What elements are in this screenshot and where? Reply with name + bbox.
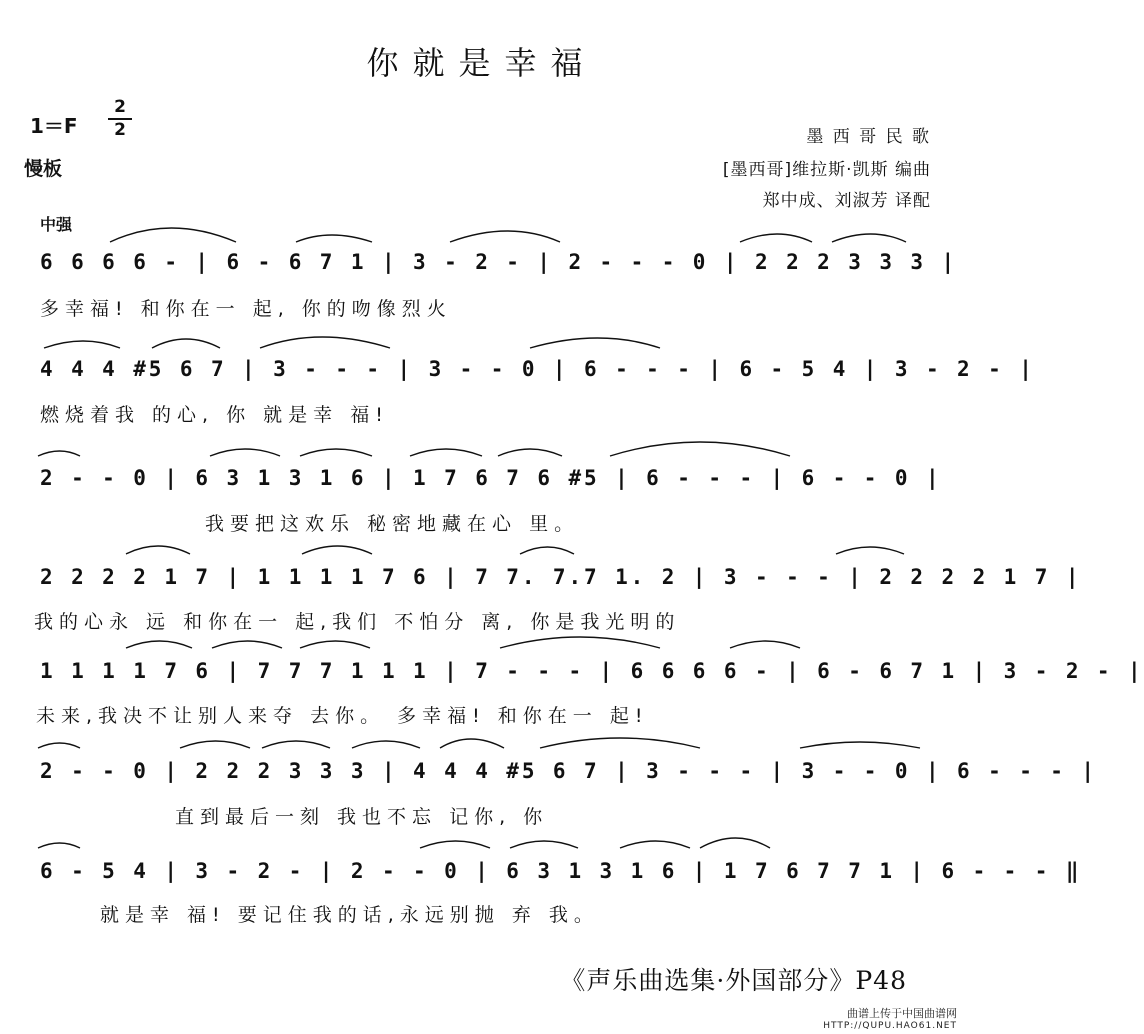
watermark-line-2: HTTP://QUPU.HAO61.NET — [823, 1021, 957, 1031]
slur — [110, 228, 236, 242]
triplet-arc — [210, 449, 280, 456]
triplet-arc — [440, 739, 504, 748]
key-signature: 1＝F — [30, 114, 78, 138]
tempo-marking: 慢板 — [24, 158, 63, 180]
credit-translators: 郑中成、刘淑芳 译配 — [762, 191, 931, 211]
system-6-lyrics: 直到最后一刻 我也不忘 记你, 你 — [175, 806, 549, 828]
slur — [520, 547, 574, 554]
system-3-lyrics: 我要把这欢乐 秘密地藏在心 里。 — [205, 513, 580, 535]
system-2-notes: 4 4 4 #5 6 7 | 3 - - - | 3 - - 0 | 6 - - - | 6 - 5 4 | 3 - 2 - | — [40, 357, 1035, 381]
slur — [260, 337, 390, 348]
triplet-arc — [700, 838, 770, 848]
slur — [540, 738, 700, 748]
triplet-arc — [740, 234, 812, 242]
triplet-arc — [510, 841, 578, 848]
system-7-lyrics: 就是幸 福! 要记住我的话,永远别抛 弃 我。 — [100, 904, 599, 926]
slur — [450, 231, 560, 242]
source-citation: 《声乐曲选集·外国部分》P48 — [560, 966, 907, 995]
system-2-lyrics: 燃烧着我 的心, 你 就是幸 福! — [40, 404, 389, 426]
slur — [800, 742, 920, 748]
triplet-arc — [302, 546, 372, 554]
system-7-notes: 6 - 5 4 | 3 - 2 - | 2 - - 0 | 6 3 1 3 1 6 | 1 7 6 7 7 1 | 6 - - - ‖ — [40, 859, 1082, 883]
system-1-notes: 6 6 6 6 - | 6 - 6 7 1 | 3 - 2 - | 2 - - - 0 | 2 2 2 3 3 3 | — [40, 250, 958, 274]
slur — [38, 743, 80, 748]
time-signature-bottom: 2 — [114, 120, 126, 140]
song-title: 你就是幸福 — [366, 44, 597, 82]
triplet-arc — [410, 449, 482, 456]
system-1-lyrics: 多幸福! 和你在一 起, 你的吻像烈火 — [40, 298, 452, 320]
triplet-arc — [296, 235, 372, 242]
triplet-arc — [498, 449, 562, 456]
watermark-line-1: 曲谱上传于中国曲谱网 — [847, 1007, 957, 1020]
watermark — [823, 1008, 957, 1032]
slur — [530, 338, 660, 348]
triplet-arc — [730, 641, 800, 648]
triplet-arc — [620, 841, 690, 848]
triplet-arc — [126, 546, 190, 554]
dynamics-marking: 中强 — [40, 215, 73, 234]
triplet-arc — [152, 339, 220, 348]
slur — [38, 843, 80, 848]
system-4-lyrics: 我的心永 远 和你在一 起,我们 不怕分 离, 你是我光明的 — [34, 611, 681, 633]
triplet-arc — [212, 641, 282, 648]
triplet-arc — [420, 841, 490, 848]
triplet-arc — [832, 234, 906, 242]
slur — [610, 442, 790, 456]
time-signature-top: 2 — [114, 97, 126, 117]
triplet-arc — [300, 449, 372, 456]
triplet-arc — [300, 641, 370, 648]
credit-arranger: [墨西哥]维拉斯·凯斯 编曲 — [722, 160, 931, 180]
system-5-lyrics: 未来,我决不让别人来夺 去你。 多幸福! 和你在一 起! — [36, 705, 649, 727]
system-3-notes: 2 - - 0 | 6 3 1 3 1 6 | 1 7 6 7 6 #5 | 6 - - - | 6 - - 0 | — [40, 466, 942, 490]
slur — [500, 637, 660, 648]
triplet-arc — [262, 741, 330, 748]
system-6-notes: 2 - - 0 | 2 2 2 3 3 3 | 4 4 4 #5 6 7 | 3 - - - | 3 - - 0 | 6 - - - | — [40, 759, 1097, 783]
triplet-arc — [352, 741, 420, 748]
system-5-notes: 1 1 1 1 7 6 | 7 7 7 1 1 1 | 7 - - - | 6 6 6 6 - | 6 - 6 7 1 | 3 - 2 - | — [40, 659, 1144, 683]
triplet-arc — [126, 641, 192, 648]
credit-origin: 墨 西 哥 民 歌 — [806, 127, 931, 147]
triplet-arc — [180, 741, 250, 748]
slur — [38, 451, 80, 456]
triplet-arc — [836, 547, 904, 554]
system-4-notes: 2 2 2 2 1 7 | 1 1 1 1 7 6 | 7 7. 7.7 1. 2 | 3 - - - | 2 2 2 2 1 7 | — [40, 565, 1082, 589]
triplet-arc — [44, 341, 120, 348]
